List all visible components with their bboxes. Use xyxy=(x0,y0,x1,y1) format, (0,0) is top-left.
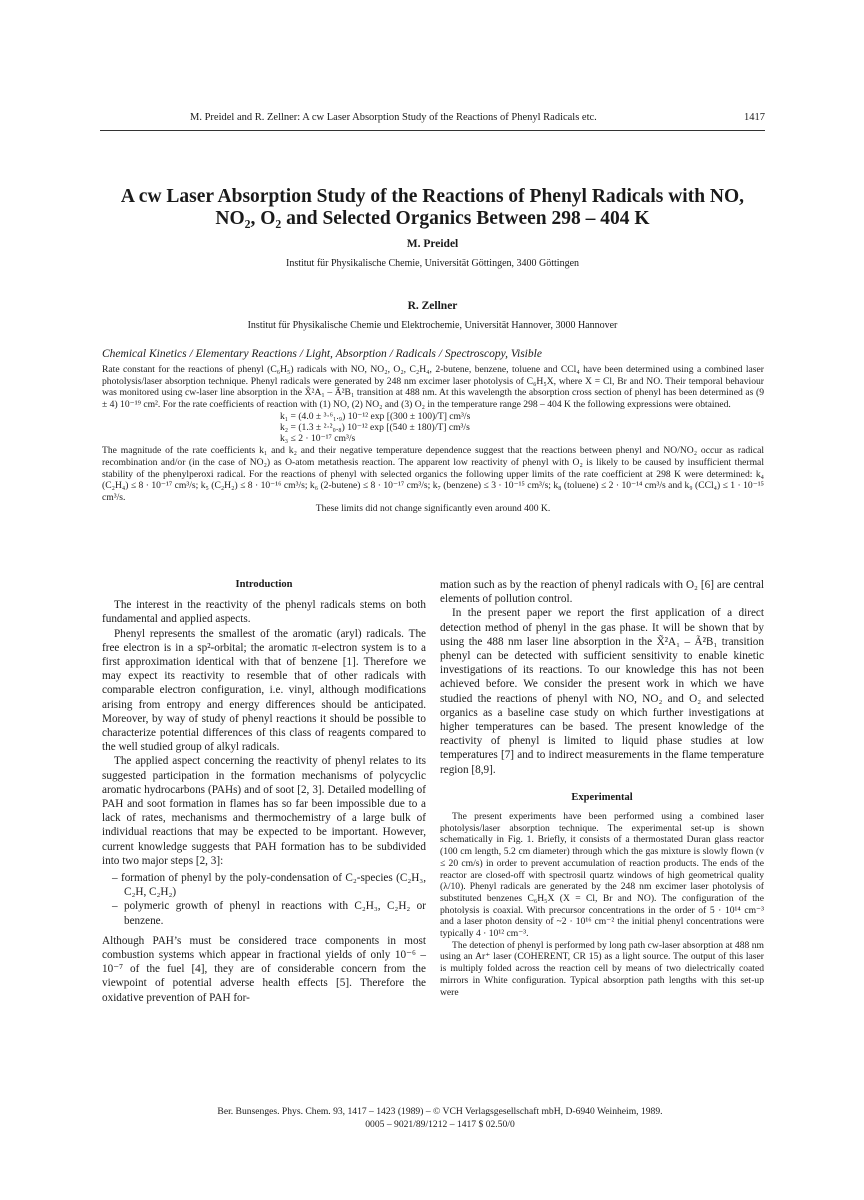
running-title: M. Preidel and R. Zellner: A cw Laser Absorption Study of the Reactions of Phenyl Radicals etc. xyxy=(190,112,597,123)
section-heading: Experimental xyxy=(571,791,633,803)
author-name: R. Zellner xyxy=(407,300,458,312)
bullet-list xyxy=(102,871,426,928)
equation: k₃ ≤ 2 · 10⁻¹⁷ cm³/s xyxy=(280,433,356,445)
author-affiliation: Institut für Physikalische Chemie, Universität Göttingen, 3400 Göttingen xyxy=(285,258,580,269)
body-paragraph: The applied aspect concerning the reactivity of phenyl relates to its suggested participation in the formation mechanisms of polycyclic aromatic hydrocarbons (PAHs) and of soot [2, 3]. Detailed modelling of PAH and soot formation in flames has so far been impossible due to a lack of rates, mechanisms and thermochemistry of a large bulk of individual reactions that may be expected to be important. However, current knowledge suggests that PAH formation has to be subdivided into two major steps [2, 3]: xyxy=(102,755,426,867)
keywords: Chemical Kinetics / Elementary Reactions / Light, Absorption / Radicals / Spectroscopy, Visible xyxy=(102,348,542,360)
citation-line: Ber. Bunsenges. Phys. Chem. 93, 1417 – 1423 (1989) – © VCH Verlagsgesellschaft mbH, D-6940 Weinheim, 1989. xyxy=(217,1106,663,1117)
abstract-paragraph: The magnitude of the rate coefficients k₁ and k₂ and their negative temperature dependence suggest that the reactions between phenyl and NO/NO₂ occur as radical recombination and/or (in the case of NO₂) as O-atom metathesis reaction. The apparent low reactivity of phenyl with O₂ is likely to be caused by insufficient thermal stability of the phenylperoxi radical. For the reactions of phenyl with selected organics the following upper limits of the rate coefficient at 298 K were determined: k₄ (C₂H₄) ≤ 8 · 10⁻¹⁷ cm³/s; k₅ (C₂H₂) ≤ 8 · 10⁻¹⁶ cm³/s; k₆ (2-butene) ≤ 8 · 10⁻¹⁷ cm³/s; k₇ (benzene) ≤ 3 · 10⁻¹⁵ cm³/s; k₈ (toluene) ≤ 2 · 10⁻¹⁴ cm³/s and k₉ (CCl₄) ≤ 1 · 10⁻¹⁵ cm³/s. xyxy=(102,445,764,503)
equation: k₁ = (4.0 ± ³·⁶₁.₉) 10⁻¹² exp [(300 ± 100)/T] cm³/s xyxy=(280,411,471,423)
body-paragraph: mation such as by the reaction of phenyl radicals with O₂ [6] are central elements of pollution control. xyxy=(440,579,764,606)
rate-equations xyxy=(280,411,764,444)
author-name: M. Preidel xyxy=(406,238,459,250)
body-paragraph: Phenyl represents the smallest of the aromatic (aryl) radicals. The free electron is in a sp²-orbital; the aromatic π-electron system is to a first approximation identical with that of benzene [1]. Therefore we may expect its reactivity to resemble that of other radicals with comparable electron configuration, i.e. vinyl, although modifications arising from entropy and energy differences should be anticipated. Moreover, by way of study of phenyl reactions it should be possible to characterize potential differences of this class of reagents compared to the well studied group of alkyl radicals. xyxy=(102,627,426,754)
paper-title xyxy=(100,186,765,230)
list-item: – polymeric growth of phenyl in reactions with C₂H₃, C₂H₂ or benzene. xyxy=(112,900,426,927)
body-paragraph: The present experiments have been performed using a combined laser photolysis/laser absorption technique. The experimental set-up is shown schematically in Fig. 1. Briefly, it consists of a thermostated Duran glass reactor (100 cm length, 5.2 cm diameter) through which the gas mixture is slowly flown (v ≤ 20 cm/s) in order to prevent accumulation of reaction products. The ends of the reactor are closed-off with spectrosil quartz windows of high geometrical quality (λ/10). Phenyl radicals are generated by the 248 nm excimer laser photolysis of substituted benzenes C₆H₅X (X = Cl, Br and NO). The configuration of the photolysis is coaxial. With precursor concentrations in the order of 5 · 10¹⁴ cm⁻³ and a laser photon density of ~2 · 10¹⁶ cm⁻² the initial phenyl concentrations were typically 4 · 10¹² cm⁻³. xyxy=(440,811,764,940)
section-heading: Introduction xyxy=(235,579,293,590)
body-paragraph: The interest in the reactivity of the phenyl radicals stems on both fundamental and applied aspects. xyxy=(102,599,426,626)
abstract xyxy=(102,364,764,515)
abstract-closing: These limits did not change significantly even around 400 K. xyxy=(315,503,551,515)
left-column xyxy=(102,578,426,1005)
abstract-paragraph: Rate constant for the reactions of phenyl (C₆H₅) radicals with NO, NO₂, O₂, C₂H₄, 2-butene, benzene, toluene and CCl₄ have been determined using a combined laser photolysis/laser absorption technique. Phenyl radicals were generated by 248 nm excimer laser photolysis of C₆H₅X, where X = Cl, Br and NO. Their temporal behaviour was monitored using cw-laser line absorption in the X̃²A₁ – Ã²B₁ transition at 488 nm. At this wavelength the absorption cross section of phenyl has been determined as (9 ± 4) 10⁻¹⁹ cm². For the rate coefficients of reaction with (1) NO, (2) NO₂ and (3) O₂ in the temperature range 298 – 404 K the following expressions were obtained. xyxy=(102,364,764,410)
header-rule xyxy=(100,130,765,131)
page-number: 1417 xyxy=(744,112,765,123)
issn-line: 0005 – 9021/89/1212 – 1417 $ 02.50/0 xyxy=(365,1119,515,1130)
body-paragraph: Although PAH’s must be considered trace components in most combustion systems which appear in fractional yields of only 10⁻⁶ – 10⁻⁷ of the fuel [4], they are of considerable concern from the viewpoint of potential adverse health effects [5]. Therefore the oxidative prevention of PAH for- xyxy=(102,934,426,1004)
footer xyxy=(130,1105,750,1131)
title-line-2: NO₂, O₂ and Selected Organics Between 298 – 404 K xyxy=(215,208,650,229)
body-paragraph: In the present paper we report the first application of a direct detection method of phenyl in the gas phase. It will be shown that by using the 488 nm laser line absorption in the X̃²A₁ – Ã²B₁ transition phenyl can be detected with sufficient sensitivity to enable kinetic investigations of its reactions. To our knowledge this has not been achieved before. We consider the present work in which we have studied the reactions of phenyl with NO, NO₂ and O₂ and selected organics as a baseline case study on which further investigations at higher temperatures can be based. The present knowledge of the reactivity of phenyl is limited to liquid phase studies at low temperatures [7] and to indirect measurements in the flame temperature region [8,9]. xyxy=(440,607,764,776)
body-paragraph: The detection of phenyl is performed by long path cw-laser absorption at 488 nm using an Ar⁺ laser (COHERENT, CR 15) as a light source. The output of this laser is multiply folded across the reaction cell by means of two dielectrically coated mirrors in White configuration. Typical absorption path lengths with this set-up were xyxy=(440,939,764,998)
equation: k₂ = (1.3 ± ²·²₀.₈) 10⁻¹² exp [(540 ± 180)/T] cm³/s xyxy=(280,422,470,434)
author-affiliation: Institut für Physikalische Chemie und Elektrochemie, Universität Hannover, 3000 Hannover xyxy=(247,320,618,331)
title-line-1: A cw Laser Absorption Study of the Reactions of Phenyl Radicals with NO, xyxy=(120,186,745,207)
right-column xyxy=(440,578,764,998)
list-item: – formation of phenyl by the poly-condensation of C₂-species (C₂H₃, C₂H, C₂H₂) xyxy=(112,872,426,899)
